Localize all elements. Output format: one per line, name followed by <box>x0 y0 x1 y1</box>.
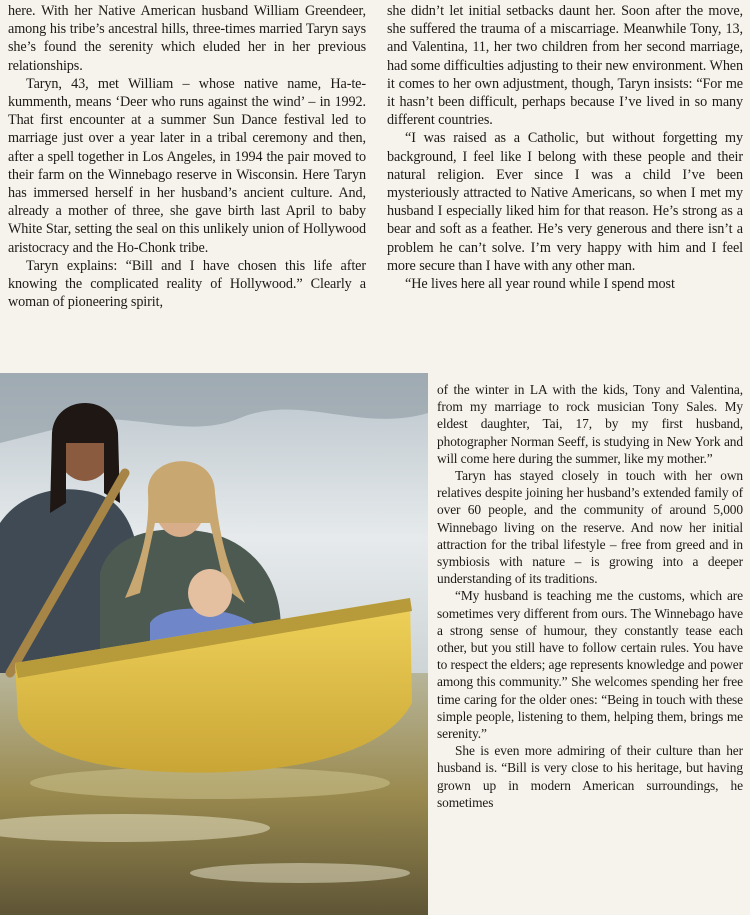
paragraph: She is even more admiring of their culture than her husband is. “Bill is very close to his heritage, but having grown up in modern American surroundings, he sometimes <box>437 743 743 810</box>
paragraph: Taryn has stayed closely in touch with her own relatives despite joining her husband’s extended family of over 60 people, and the community of around 5,000 Winnebago living on the reserve. And now her initial attraction for the tribal lifestyle – free from greed and in symbiosis with nature – is growing into a deeper understanding of its traditions. <box>437 468 743 587</box>
paragraph: “I was raised as a Catholic, but without forgetting my background, I feel like I belong with these people and their natural religion. Ever since I was a child I’ve been mysteriously attracted to Native Americans, so when I met my husband I especially liked him for that reason. He’s strong as a bear and soft as a feather. He’s very generous and there isn’t a problem he can’t solve. I’m very happy with him and I feel more secure than I have with any other man. <box>387 130 743 274</box>
photo-illustration <box>0 373 428 915</box>
paragraph: of the winter in LA with the kids, Tony and Valentina, from my marriage to rock musician Tony Sales. My eldest daughter, Tai, 17, by my first husband, photographer Norman Seeff, is studying in New York and will come here during the summer, like my mother.” <box>437 382 743 466</box>
paragraph: “My husband is teaching me the customs, which are sometimes very different from ours. The Winnebago have a strong sense of humour, they constantly tease each other, but you still have to follow certain rules. You have to respect the elders; age represents knowledge and power among this community.” She welcomes spending her free time caring for the older ones: “Being in touch with these simple people, listening to them, helping them, brings me serenity.” <box>437 588 743 742</box>
paragraph: she didn’t let initial setbacks daunt her. Soon after the move, she suffered the trauma of a miscarriage. Meanwhile Tony, 13, and Valentina, 11, her two children from her second marriage, had some difficulties adjusting to their new environment. When it comes to her own adjustment, though, Taryn insists: “For me it hasn’t been difficult, perhaps because I’ve lived in so many different countries. <box>387 3 743 129</box>
article-column-right <box>387 2 743 293</box>
baby-face <box>188 569 232 617</box>
paragraph: “He lives here all year round while I spend most <box>405 276 675 293</box>
paragraph: Taryn explains: “Bill and I have chosen this life after knowing the complicated reality of Hollywood.” Clearly a woman of pioneering spirit, <box>8 257 366 311</box>
canoe-family-photo <box>0 373 428 915</box>
article-column-bottom <box>437 381 743 811</box>
article-column-left <box>8 2 366 311</box>
paragraph: Taryn, 43, met William – whose native name, Ha-te-kummenth, means ‘Deer who runs against the wind’ – in 1992. That first encounter at a summer Sun Dance festival led to marriage just over a year later in a tribal ceremony and then, after a spell together in Los Angeles, in 1994 the pair moved to their farm on the Winnebago reserve in Wisconsin. Here Taryn has immersed herself in her husband’s ancient culture. And, already a mother of three, she gave birth last April to baby White Star, setting the seal on this unlikely union of Hollywood aristocracy and the Ho-Chonk tribe. <box>8 75 366 256</box>
paragraph: here. With her Native American husband William Greendeer, among his tribe’s ancestral hills, three-times married Taryn says she’s found the serenity which eluded her in her previous relationships. <box>8 3 366 74</box>
ice-reflection <box>190 863 410 883</box>
